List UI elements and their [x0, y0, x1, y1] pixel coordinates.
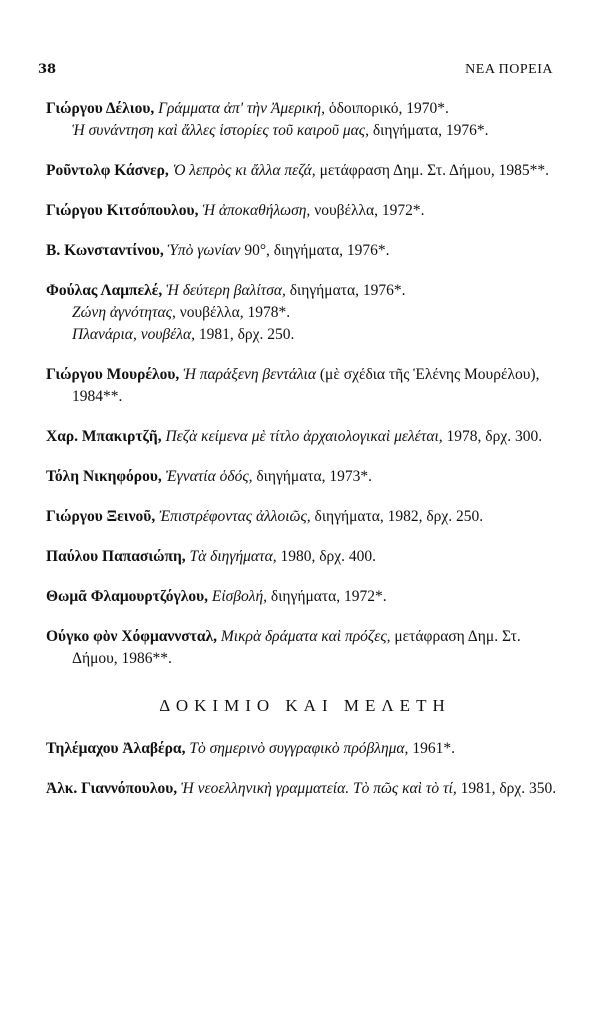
bibliography-entry — [46, 586, 564, 608]
entry-line — [46, 778, 564, 800]
entry-line — [46, 160, 564, 182]
entry-details: 1981, δρχ. 350. — [460, 780, 557, 797]
entry-details: διηγήματα, 1972*. — [270, 588, 387, 605]
bibliography-list — [46, 98, 564, 818]
entry-line — [46, 626, 564, 670]
entry-title: Ὑπὸ γωνίαν — [167, 242, 241, 259]
entry-title: Ἐπιστρέφοντας ἀλλοιῶς, — [159, 508, 311, 525]
entry-details: μετάφραση Δημ. Στ. Δήμου, 1985**. — [319, 162, 549, 179]
entry-line — [46, 364, 564, 408]
entry-title: Ἡ παράξενη βεντάλια — [183, 366, 316, 383]
entry-title: Ἡ συνάντηση καὶ ἄλλες ἱστορίες τοῦ καιροῦ μας, — [72, 122, 369, 139]
entry-line — [46, 200, 564, 222]
page-number: 38 — [38, 62, 57, 77]
bibliography-entry — [46, 546, 564, 568]
entry-title: Ἡ δεύτερη βαλίτσα, — [166, 282, 286, 299]
entry-author: Γιώργου Μουρέλου, — [46, 366, 180, 383]
entry-line — [46, 280, 564, 302]
bibliography-entry — [46, 466, 564, 488]
section-heading: ΔΟΚΙΜΙΟ ΚΑΙ ΜΕΛΕΤΗ — [159, 696, 451, 715]
entry-author: Θωμᾶ Φλαμουρτζόγλου, — [46, 588, 208, 605]
entry-title: Ζώνη ἀγνότητας, — [72, 304, 176, 321]
entry-details: διηγήματα, 1976*. — [289, 282, 406, 299]
entry-title: Πλανάρια, νουβέλα, — [72, 326, 195, 343]
entry-author: Γιώργου Ξεινοῦ, — [46, 508, 156, 525]
entry-line — [46, 324, 564, 346]
entry-author: Β. Κωνσταντίνου, — [46, 242, 164, 259]
entry-line — [46, 426, 564, 448]
entry-details: 1981, δρχ. 250. — [198, 326, 295, 343]
entry-title: Ἐγνατία ὁδός, — [165, 468, 253, 485]
entry-line — [46, 302, 564, 324]
entry-author: Ροῦντολφ Κάσνερ, — [46, 162, 169, 179]
bibliography-entry — [46, 98, 564, 142]
entry-author: Χαρ. Μπακιρτζῆ, — [46, 428, 162, 445]
essay-entries — [46, 738, 564, 800]
entry-title: Γράμματα ἀπ' τὴν Ἀμερική, — [158, 100, 325, 117]
bibliography-entry — [46, 160, 564, 182]
entry-line — [46, 586, 564, 608]
entry-title: Ἡ ἀποκαθήλωση, — [202, 202, 311, 219]
entry-author: Γιώργου Κιτσόπουλου, — [46, 202, 199, 219]
entry-details: νουβέλλα, 1978*. — [179, 304, 291, 321]
entry-details: 1978, δρχ. 300. — [446, 428, 543, 445]
entry-details: ὁδοιπορικό, 1970*. — [328, 100, 449, 117]
entry-title: Τὸ σημερινὸ συγγραφικὸ πρόβλημα, — [189, 740, 409, 757]
entry-author: Ούγκο φὸν Χόφμαννσταλ, — [46, 628, 217, 645]
entry-details: 1980, δρχ. 400. — [280, 548, 377, 565]
entry-details: διηγήματα, 1973*. — [256, 468, 373, 485]
entry-line — [46, 738, 564, 760]
entry-title: Μικρὰ δράματα καὶ πρόζες, — [220, 628, 391, 645]
entry-details: διηγήματα, 1976*. — [372, 122, 489, 139]
bibliography-entry — [46, 738, 564, 760]
page-header — [38, 62, 553, 78]
entry-title: Ἡ νεοελληνικὴ γραμματεία. Τὸ πῶς καὶ τὸ τί, — [181, 780, 457, 797]
entry-details: 1961*. — [412, 740, 455, 757]
entry-line — [46, 240, 564, 262]
entry-details: μετάφραση Δημ. Στ. Δήμου, 1986**. — [72, 628, 521, 667]
journal-title: ΝΕΑ ΠΟΡΕΙΑ — [465, 62, 553, 77]
bibliography-entry — [46, 280, 564, 346]
entry-title: Πεζὰ κείμενα μὲ τίτλο ἀρχαιολογικαὶ μελέται, — [165, 428, 443, 445]
bibliography-entry — [46, 778, 564, 800]
entry-title: Εἰσβολή, — [211, 588, 268, 605]
entry-line — [46, 546, 564, 568]
entry-title: Τὰ διηγήματα, — [189, 548, 277, 565]
entry-details: (μὲ σχέδια τῆς Ἑλένης Μουρέλου), 1984**. — [72, 366, 540, 405]
entry-line — [46, 120, 564, 142]
bibliography-entry — [46, 200, 564, 222]
entry-author: Γιώργου Δέλιου, — [46, 100, 155, 117]
entry-author: Τόλη Νικηφόρου, — [46, 468, 162, 485]
bibliography-entry — [46, 240, 564, 262]
bibliography-entry — [46, 506, 564, 528]
entry-author: Ἀλκ. Γιαννόπουλου, — [46, 780, 178, 797]
entry-line — [46, 466, 564, 488]
fiction-entries — [46, 98, 564, 670]
entry-author: Φούλας Λαμπελέ, — [46, 282, 163, 299]
entry-details: διηγήματα, 1982, δρχ. 250. — [314, 508, 484, 525]
entry-author: Παύλου Παπασιώπη, — [46, 548, 186, 565]
bibliography-entry — [46, 364, 564, 408]
bibliography-entry — [46, 426, 564, 448]
entry-line — [46, 506, 564, 528]
entry-title: Ὁ λεπρὸς κι ἄλλα πεζά, — [172, 162, 316, 179]
entry-details: νουβέλλα, 1972*. — [314, 202, 425, 219]
entry-details: 90°, διηγήματα, 1976*. — [244, 242, 390, 259]
entry-line — [46, 98, 564, 120]
bibliography-entry — [46, 626, 564, 670]
entry-author: Τηλέμαχου Ἀλαβέρα, — [46, 740, 186, 757]
